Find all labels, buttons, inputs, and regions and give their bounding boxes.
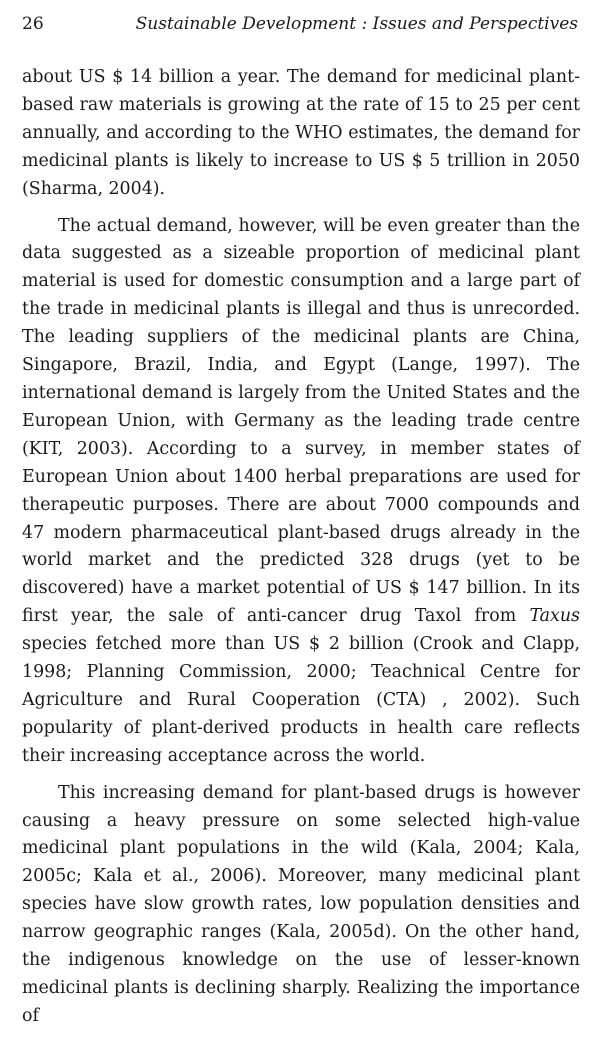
page-header <box>22 14 578 38</box>
paragraph-2-text-start: The actual demand, however, will be even greater than the data suggested as a sizeable proportion of medicinal plant material is used for domestic consumption and a large part of the trade in medicinal plants is illegal and thus is unrecorded. The leading suppliers of the medicinal plants are China, Singapore, Brazil, India, and Egypt (Lange, 1997). The international demand is largely from the United States and the European Union, with Germany as the leading trade centre (KIT, 2003). According to a survey, in member states of European Union about 1400 herbal preparations are used for therapeutic purposes. There are about 7000 compounds and 47 modern pharmaceutical plant-based drugs already in the world market and the predicted 328 drugs (yet to be discovered) have a market potential of US $ 147 billion. In its first year, the sale of anti-cancer drug Taxol from <box>22 215 580 627</box>
species-name-taxus: Taxus <box>529 606 580 627</box>
page-number: 26 <box>22 14 44 34</box>
paragraph-2-text-end: species fetched more than US $ 2 billion (Crook and Clapp, 1998; Planning Commission, 2000; Teachnical Centre for Agriculture and Rural Cooperation (CTA) , 2002). Such popularity of plant-derived products in health care reflects their increasing acceptance across the world. <box>22 634 580 766</box>
paragraph-1: about US $ 14 billion a year. The demand for medicinal plant-based raw materials is growing at the rate of 15 to 25 per cent annually, and according to the WHO estimates, the demand for medicinal plants is likely to increase to US $ 5 trillion in 2050 (Sharma, 2004). <box>22 67 580 199</box>
paragraph-3: This increasing demand for plant-based drugs is however causing a heavy pressure on some selected high-value medicinal plant populations in the wild (Kala, 2004; Kala, 2005c; Kala et al., 2006). Moreover, many medicinal plant species have slow growth rates, low population densities and narrow geographic ranges (Kala, 2005d). On the other hand, the indigenous knowledge on the use of lesser-known medicinal plants is declining sharply. Realizing the importance of <box>22 782 580 1026</box>
running-title: Sustainable Development : Issues and Perspectives <box>135 14 578 34</box>
page-body <box>22 64 580 1040</box>
paragraph-2 <box>22 213 580 771</box>
